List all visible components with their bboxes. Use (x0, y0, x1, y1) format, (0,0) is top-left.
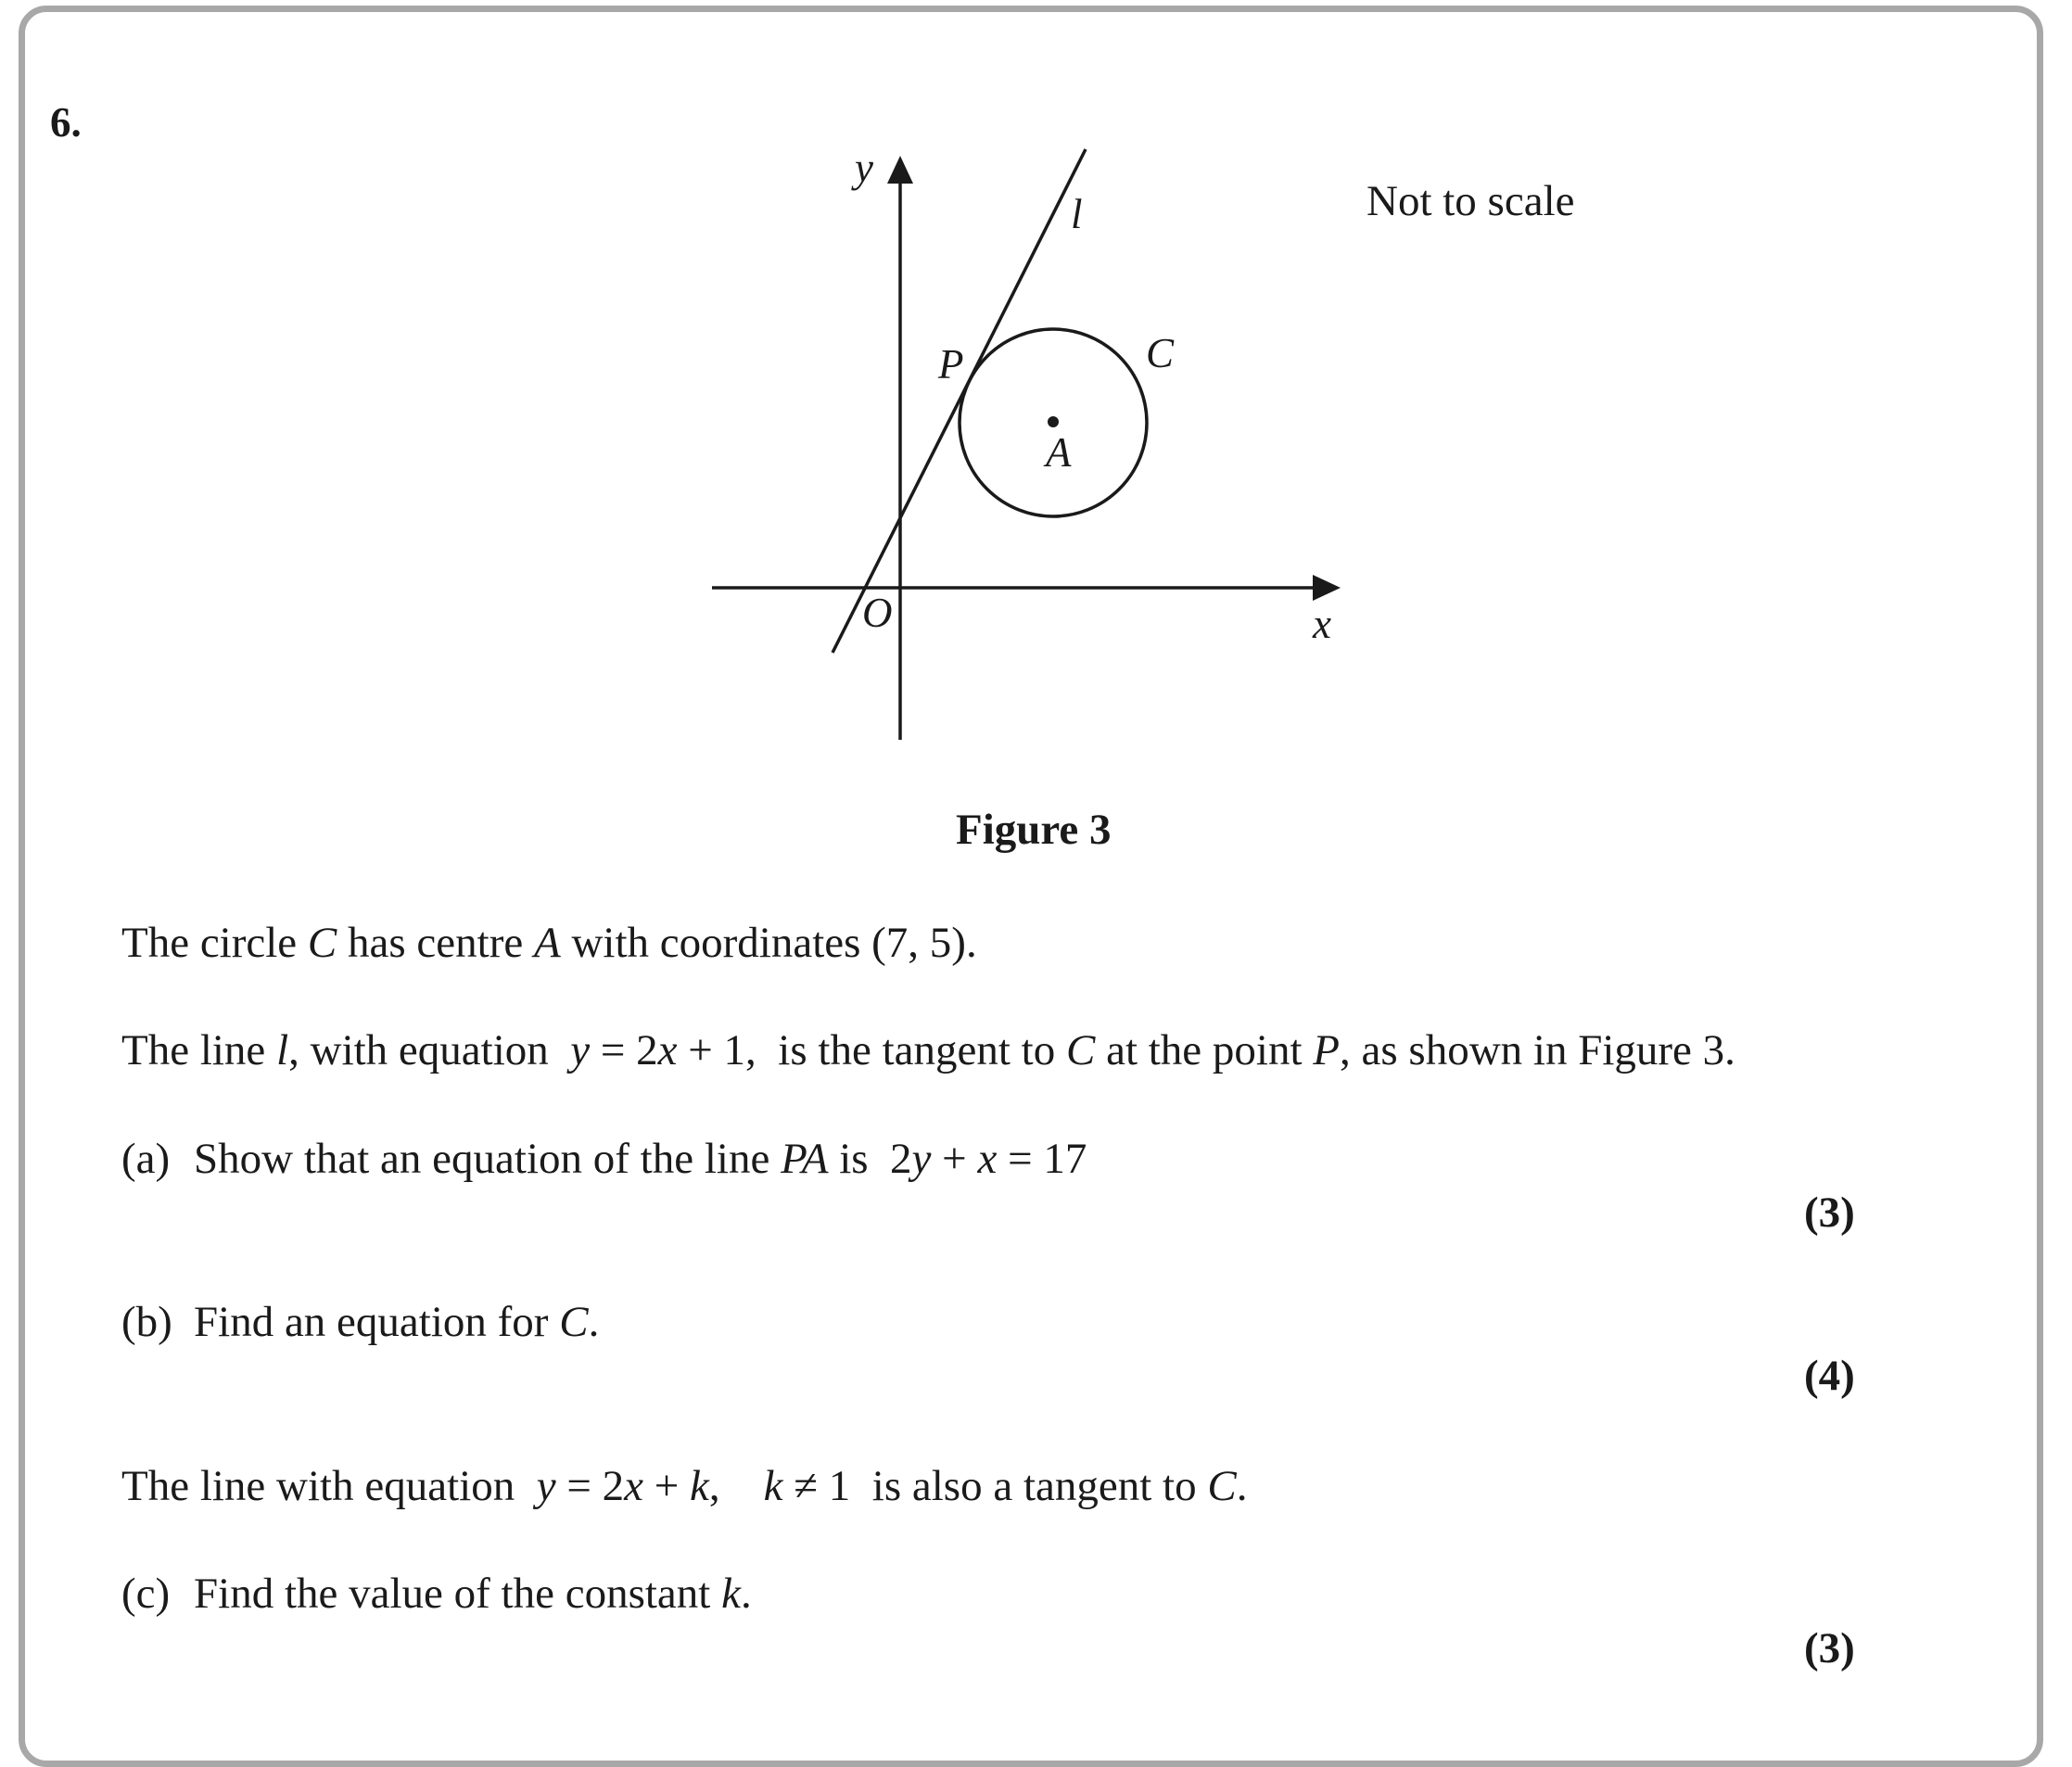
part-a-label: (a) (121, 1135, 171, 1183)
question-number: 6. (50, 99, 82, 146)
intro-second-tangent-text: The line with equation y = 2x + k, k ≠ 1 is also a tangent to C. (121, 1462, 1248, 1510)
line-l-label: l (1071, 191, 1083, 237)
part-c-marks: (3) (1804, 1624, 1855, 1672)
y-axis-label: y (855, 145, 873, 191)
part-b-label: (b) (121, 1298, 172, 1346)
circle-c-label: C (1146, 330, 1175, 376)
x-axis-label: x (1313, 601, 1331, 647)
centre-a-label: A (1046, 429, 1072, 476)
figure-caption: Figure 3 (956, 806, 1112, 854)
centre-point-a (1048, 416, 1059, 427)
part-b-text: (b) Find an equation for C. (121, 1298, 600, 1346)
figure-3-diagram (0, 0, 2072, 834)
part-a-text: (a) Show that an equation of the line PA is 2y + x = 17 (121, 1135, 1087, 1183)
x-axis-arrowhead (1313, 575, 1341, 601)
point-p-label: P (938, 341, 964, 388)
tangent-line-l (833, 149, 1086, 653)
part-c-text: (c) Find the value of the constant k. (121, 1570, 752, 1618)
intro-tangent-text: The line l, with equation y = 2x + 1, is the tangent to C at the point P, as shown in Figure 3. (121, 1026, 1735, 1074)
y-axis-arrowhead (887, 156, 913, 184)
intro-circle-text: The circle C has centre A with coordinates (7, 5). (121, 919, 977, 967)
part-b-marks: (4) (1804, 1352, 1855, 1400)
origin-label: O (862, 590, 893, 636)
part-c-label: (c) (121, 1570, 171, 1618)
part-a-marks: (3) (1804, 1189, 1855, 1237)
not-to-scale-note: Not to scale (1367, 177, 1575, 225)
